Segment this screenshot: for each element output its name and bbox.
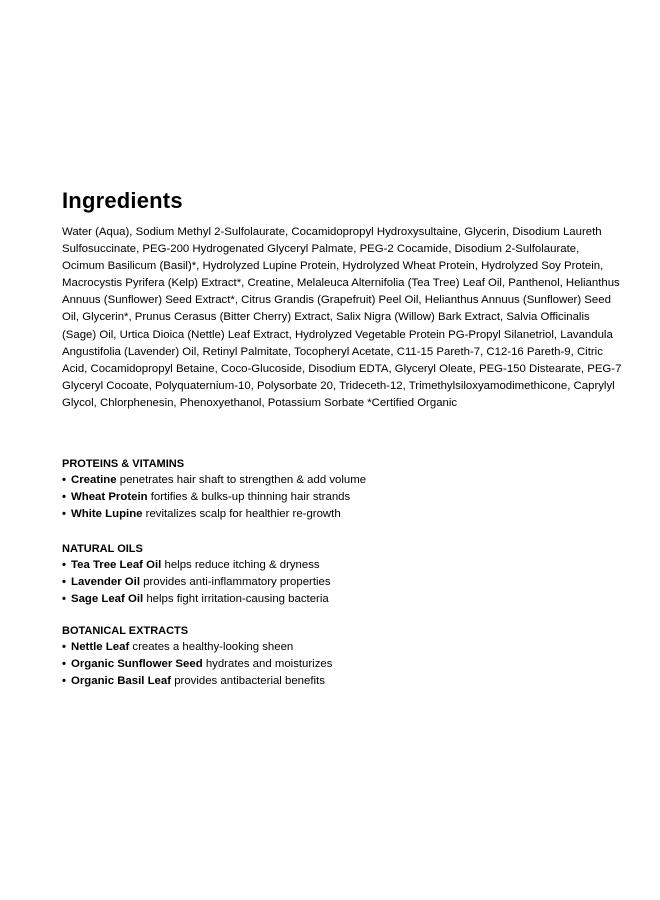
section-botanical-extracts <box>62 623 622 690</box>
benefit-description: helps fight irritation-causing bacteria <box>143 593 329 605</box>
section-natural-oils <box>62 541 622 608</box>
bullet: • <box>62 474 66 486</box>
bullet: • <box>62 491 66 503</box>
benefit-description: penetrates hair shaft to strengthen & add volume <box>116 474 367 486</box>
section-proteins-vitamins <box>62 456 622 523</box>
benefit-description: provides anti-inflammatory properties <box>140 576 331 588</box>
benefit-name: Tea Tree Leaf Oil <box>71 559 162 571</box>
benefit-description: hydrates and moisturizes <box>202 658 333 670</box>
ingredients-list: Water (Aqua), Sodium Methyl 2-Sulfolaurate, Cocamidopropyl Hydroxysultaine, Glycerin, Disodium Laureth Sulfosuccinate, PEG-200 Hydrogenated Glyceryl Palmate, PEG-2 Cocamide, Disodium 2-Sulfolaurate, Ocimum Basilicum (Basil)*, Hydrolyzed Lupine Protein, Hydrolyzed Wheat Protein, Hydrolyzed Soy Protein, Macrocystis Pyrifera (Kelp) Extract*, Creatine, Melaleuca Alternifolia (Tea Tree) Leaf Oil, Panthenol, Helianthus Annuus (Sunflower) Seed Extract*, Citrus Grandis (Grapefruit) Peel Oil, Helianthus Annuus (Sunflower) Seed Oil, Glycerin*, Prunus Cerasus (Bitter Cherry) Extract, Salix Nigra (Willow) Bark Extract, Salvia Officinalis (Sage) Oil, Urtica Dioica (Nettle) Leaf Extract, Hydrolyzed Vegetable Protein PG-Propyl Silanetriol, Lavandula Angustifolia (Lavender) Oil, Retinyl Palmitate, Tocopheryl Acetate, C11-15 Pareth-7, C12-16 Pareth-9, Citric Acid, Cocamidopropyl Betaine, Coco-Glucoside, Disodium EDTA, Glyceryl Oleate, PEG-150 Distearate, PEG-7 Glyceryl Cocoate, Polyquaternium-10, Polysorbate 20, Trideceth-12, Trimethylsiloxyamodimethicone, Caprylyl Glycol, Chlorphenesin, Phenoxyethanol, Potassium Sorbate *Certified Organic <box>62 226 622 409</box>
section-heading: PROTEINS & VITAMINS <box>62 458 185 470</box>
bullet: • <box>62 576 66 588</box>
benefit-list <box>62 639 622 690</box>
benefit-description: provides antibacterial benefits <box>171 675 325 687</box>
benefit-item <box>62 591 622 608</box>
benefit-item <box>62 574 622 591</box>
bullet: • <box>62 593 66 605</box>
benefit-name: Wheat Protein <box>71 491 148 503</box>
benefit-description: revitalizes scalp for healthier re-growth <box>142 508 341 520</box>
benefit-item <box>62 489 622 506</box>
bullet: • <box>62 559 66 571</box>
bullet: • <box>62 658 66 670</box>
page-title: Ingredients <box>62 188 183 213</box>
benefit-item <box>62 656 622 673</box>
benefit-item <box>62 557 622 574</box>
benefit-description: creates a healthy-looking sheen <box>129 641 294 653</box>
benefit-name: Organic Basil Leaf <box>71 675 172 687</box>
benefit-list <box>62 472 622 523</box>
benefit-item <box>62 472 622 489</box>
section-heading: NATURAL OILS <box>62 543 143 555</box>
bullet: • <box>62 508 66 520</box>
section-heading: BOTANICAL EXTRACTS <box>62 625 189 637</box>
benefit-name: Organic Sunflower Seed <box>71 658 203 670</box>
benefit-name: Nettle Leaf <box>71 641 130 653</box>
benefit-name: White Lupine <box>71 508 143 520</box>
benefit-name: Creatine <box>71 474 117 486</box>
benefit-list <box>62 557 622 608</box>
bullet: • <box>62 641 66 653</box>
benefit-item <box>62 639 622 656</box>
benefit-name: Sage Leaf Oil <box>71 593 144 605</box>
benefit-description: helps reduce itching & dryness <box>161 559 320 571</box>
bullet: • <box>62 675 66 687</box>
benefit-description: fortifies & bulks-up thinning hair strands <box>147 491 351 503</box>
benefit-item <box>62 673 622 690</box>
benefit-item <box>62 506 622 523</box>
benefit-name: Lavender Oil <box>71 576 141 588</box>
